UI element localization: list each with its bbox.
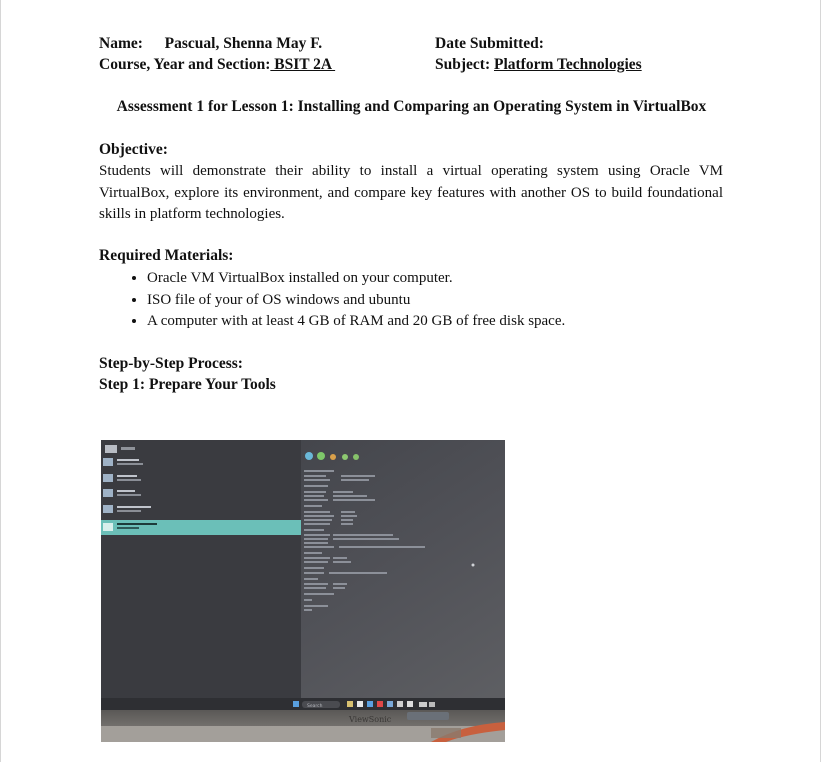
objective-heading: Objective: [99,141,168,158]
tools-icon [105,445,117,453]
subject-label: Subject: [435,56,491,73]
process-heading: Step-by-Step Process: [99,355,243,372]
step1-heading: Step 1: Prepare Your Tools [99,376,276,393]
name-line [99,35,322,53]
course-value: BSIT 2A [270,56,336,73]
list-item: • A computer with at least 4 GB of RAM and 20 GB of free disk space. [147,311,565,333]
name-value: Pascual, Shenna May F. [164,35,323,52]
monitor-photo-graphic [101,440,505,742]
monitor-sticker [407,712,449,720]
objective-text: Students will demonstrate their ability to install a virtual operating system using Oracle VM VirtualBox, explore its environment, and compare key features with another OS to build foundational skills in platform technologies. [99,163,723,222]
name-label: Name: [99,35,143,52]
materials-heading: Required Materials: [99,247,234,264]
search-text: Search [307,704,323,709]
course-label: Course, Year and Section: [99,56,271,73]
materials-list [99,268,565,333]
assessment-title: Assessment 1 for Lesson 1: Installing and Comparing an Operating System in VirtualBox [116,98,707,115]
start-icon [293,701,299,707]
monitor-brand: ViewSonic [349,715,392,724]
list-item: • ISO file of your of OS windows and ubuntu [147,290,565,312]
vm-list-pane [101,440,301,698]
subject-line [435,56,642,74]
virtualbox-photo [101,440,505,742]
date-submitted-label: Date Submitted: [435,35,544,52]
course-line [99,56,335,74]
list-item: • Oracle VM VirtualBox installed on your computer. [147,268,565,290]
subject-value: Platform Technologies [493,56,642,73]
